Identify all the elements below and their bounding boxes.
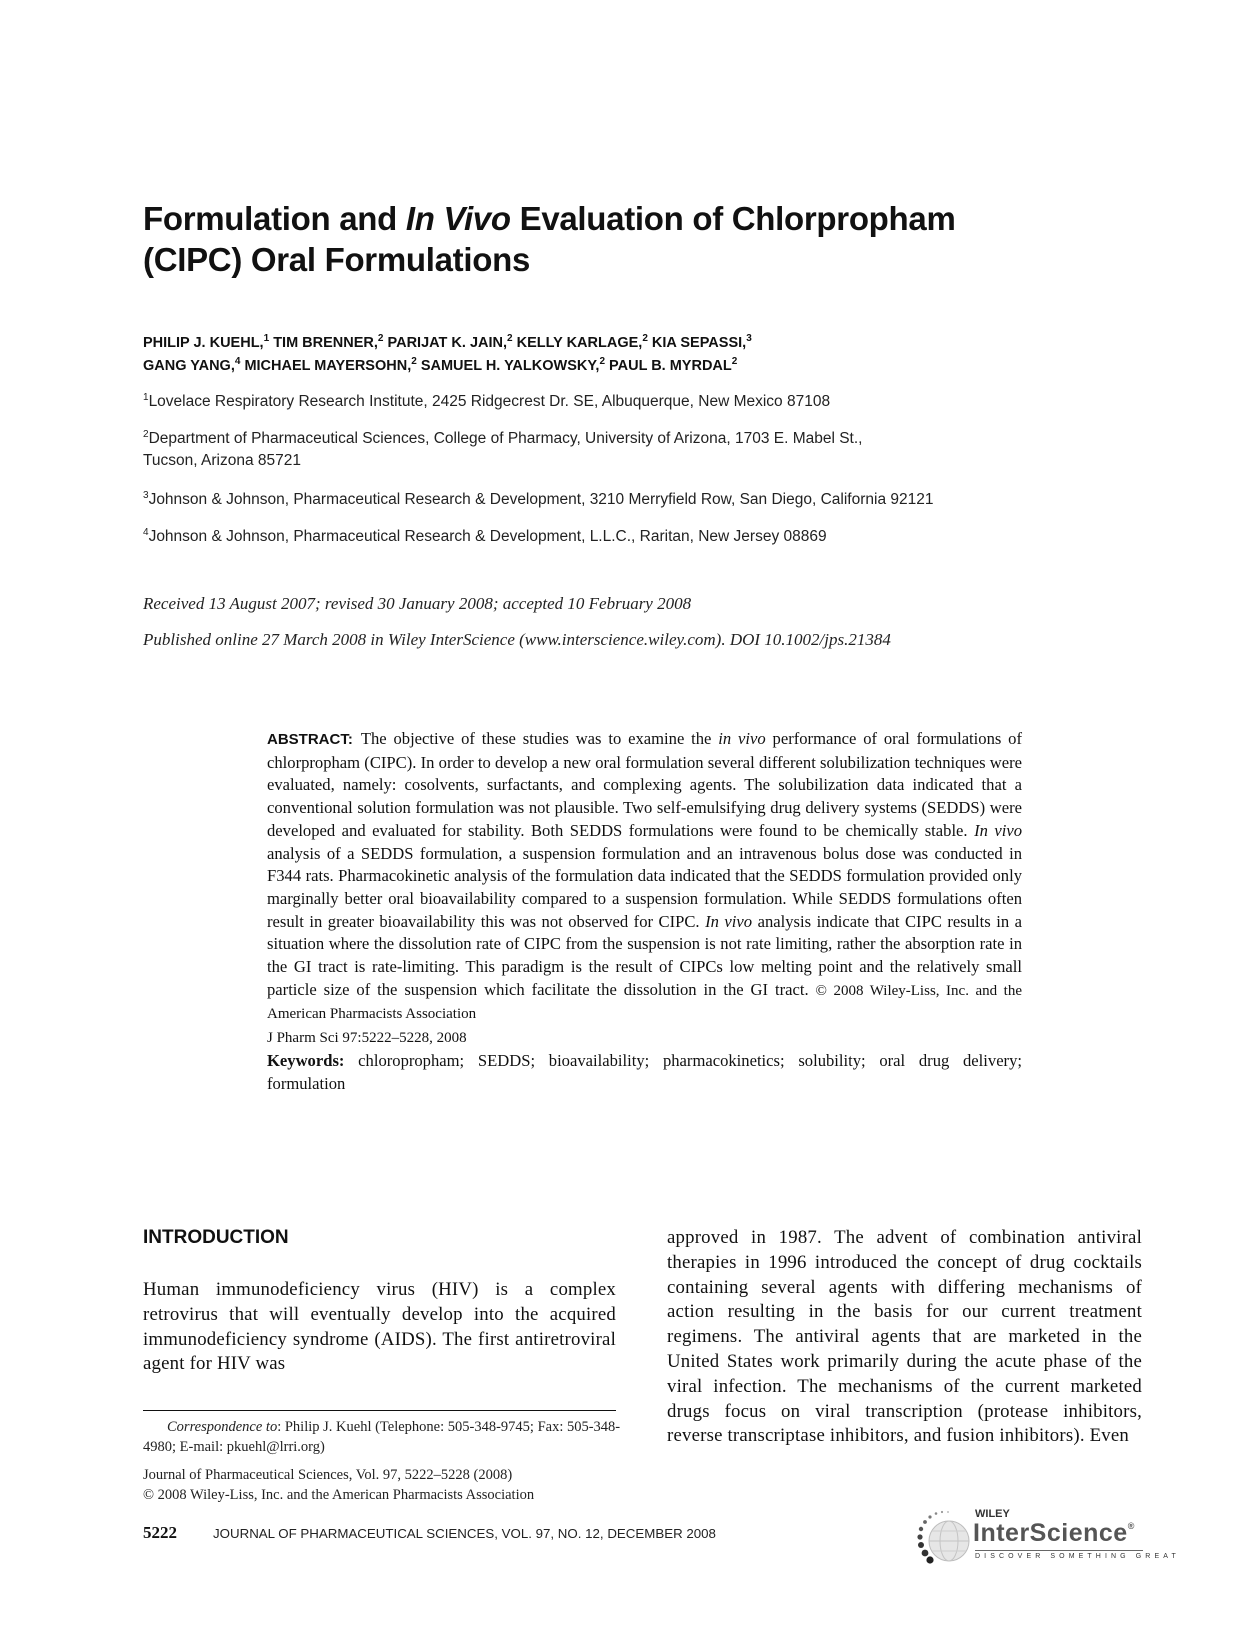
abstract: ABSTRACT: The objective of these studies was to examine the in vivo performance of oral formulations of chlorpropham (CIPC). In order to develop a new oral formulation several different solubilization techniques were evaluated, namely: cosolvents, surfactants, and complexing agents. The solubilization data indicated that a conventional solution formulation was not plausible. Two self-emulsifying drug delivery systems (SEDDS) were developed and evaluated for stability. Both SEDDS formulations were found to be chemically stable. In vivo analysis of a SEDDS formulation, a suspension formulation and an intravenous bolus dose was conducted in F344 rats. Pharmacokinetic analysis of the formulation data indicated that the SEDDS formulation provided only marginally better oral bioavailability compared to a suspension formulation. While SEDDS formulations often result in greater bioavailability this was not observed for CIPC. In vivo analysis indicate that CIPC results in a situation where the dissolution rate of CIPC from the suspension is not rate limiting, rather the absorption rate in the GI tract is rate-limiting. This paradigm is the result of CIPCs low melting point and the relatively small particle size of the suspension which facilitate the dissolution in the GI tract. © 2008 Wiley-Liss, Inc. and the American Pharmacists Association J Pharm Sci 97:5222–5228, 2008 Keywords: chloropropham; SEDDS; bioavailability; pharmacokinetics; solubility; oral drug delivery; formulation [267, 729, 1023, 1093]
author: KIA SEPASSI,$^3$ [651, 333, 752, 351]
logo-tagline: DISCOVER SOMETHING GREAT [975, 1553, 1180, 1560]
affiliation-4: $^4$Johnson & Johnson, Pharmaceutical Research & Development, L.L.C., Raritan, New Jersey 08869 [143, 527, 827, 545]
footnote-divider [143, 1410, 616, 1411]
keywords-label: Keywords: [267, 1050, 345, 1070]
abstract-citation: J Pharm Sci 97:5222–5228, 2008 [267, 1030, 467, 1047]
publication-info: Published online 27 March 2008 in Wiley InterScience (www.interscience.wiley.com). DOI 10.1002/jps.21384 [143, 630, 891, 649]
intro-right-column: approved in 1987. The advent of combination antiviral therapies in 1996 introduced the concept of drug cocktails containing several agents with differing mechanisms of action resulting in the basis for our current treatment regimens. The antiviral agents that are marketed in the United States work primarily during the acute phase of the viral infection. The mechanisms of the current marketed drugs focus on viral transcription (protease inhibitors, reverse transcriptase inhibitors, and fusion inhibitors). Even [667, 1227, 1142, 1447]
affiliation-3: $^3$Johnson & Johnson, Pharmaceutical Research & Development, 3210 Merryfield Row, San Diego, California 92121 [143, 490, 934, 508]
globe-icon [915, 1509, 973, 1567]
keywords: chloropropham; SEDDS; bioavailability; pharmacokinetics; solubility; oral drug delivery; formulation [267, 1050, 1022, 1093]
abstract-copyright: © 2008 Wiley-Liss, Inc. and the American Pharmacists Association [267, 982, 1023, 1023]
section-heading-introduction: INTRODUCTION [143, 1227, 289, 1248]
page-number: 5222 [143, 1523, 177, 1542]
title-line-2: (CIPC) Oral Formulations [143, 241, 530, 278]
affiliation-2: $^2$Department of Pharmaceutical Sciences, College of Pharmacy, University of Arizona, 1703 E. Mabel St., Tucson, Arizona 85721 [143, 429, 863, 469]
wiley-interscience-logo [915, 1507, 1180, 1569]
article-title [143, 198, 1103, 280]
author: PARIJAT K. JAIN,$^2$ [387, 333, 513, 351]
journal-footnote: Journal of Pharmaceutical Sciences, Vol. 97, 5222–5228 (2008) [143, 1467, 513, 1483]
article-history: Received 13 August 2007; revised 30 January 2008; accepted 10 February 2008 [143, 594, 692, 613]
title-italic-text: In Vivo [405, 200, 511, 237]
author: GANG YANG,$^4$ [143, 356, 241, 374]
author-list [143, 332, 1103, 378]
title-text: Formulation and [143, 200, 406, 237]
author: PAUL B. MYRDAL$^2$ [609, 356, 738, 374]
author: PHILIP J. KUEHL,$^1$ [143, 333, 270, 351]
wiley-wordmark: WILEY [975, 1508, 1010, 1520]
abstract-label: ABSTRACT: [267, 731, 353, 748]
copyright-footnote: © 2008 Wiley-Liss, Inc. and the American Pharmacists Association [143, 1487, 535, 1503]
intro-left-column: Human immunodeficiency virus (HIV) is a complex retrovirus that will eventually develop into the acquired immunodeficiency syndrome (AIDS). The first antiretroviral agent for HIV was [143, 1279, 616, 1375]
page-footer [143, 1523, 783, 1543]
title-text-cont: Evaluation of Chlorpropham [510, 200, 956, 237]
logo-rule [975, 1550, 1143, 1551]
author: SAMUEL H. YALKOWSKY,$^2$ [420, 356, 605, 374]
author: TIM BRENNER,$^2$ [273, 333, 384, 351]
affiliation-1: $^1$Lovelace Respiratory Research Institute, 2425 Ridgecrest Dr. SE, Albuquerque, New Mexico 87108 [143, 392, 831, 410]
running-title: JOURNAL OF PHARMACEUTICAL SCIENCES, VOL. 97, NO. 12, DECEMBER 2008 [213, 1526, 716, 1541]
correspondence-footnote: Correspondence to: Philip J. Kuehl (Telephone: 505-348-9745; Fax: 505-348-4980; E-mail: pkuehl@lrri.org) [143, 1419, 621, 1455]
author: MICHAEL MAYERSOHN,$^2$ [244, 356, 417, 374]
author: KELLY KARLAGE,$^2$ [516, 333, 648, 351]
interscience-wordmark: InterScience® [973, 1519, 1135, 1547]
